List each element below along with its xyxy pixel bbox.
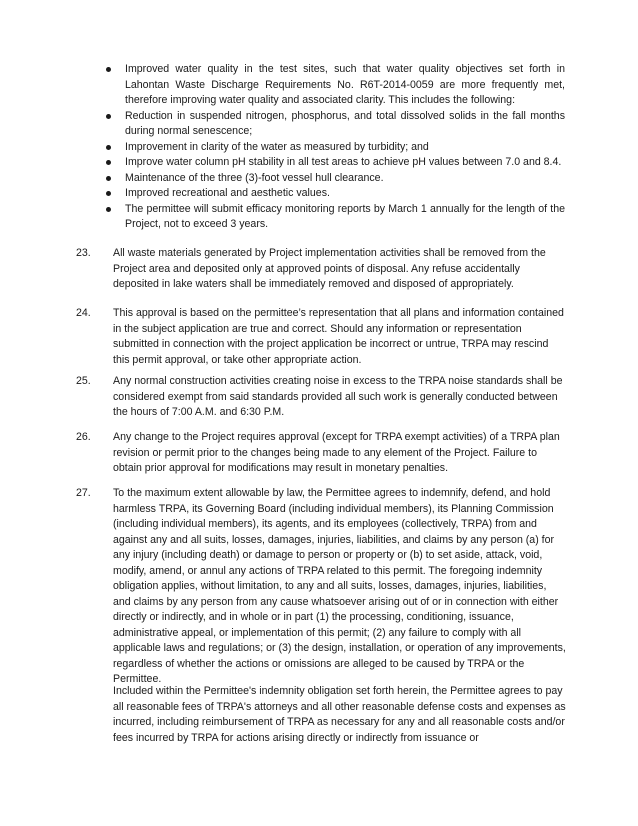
bullet-icon	[106, 145, 111, 150]
bullet-icon	[106, 67, 111, 72]
bullet-item	[103, 186, 565, 202]
bullet-item	[103, 62, 565, 109]
condition-text: All waste materials generated by Project implementation activities shall be removed from the Project area and deposited only at approved points of disposal. Any refuse accidentally deposited in lake waters shall be immediately removed and disposed of appropriately.	[113, 247, 546, 290]
bullet-icon	[106, 207, 111, 212]
condition-text: To the maximum extent allowable by law, the Permittee agrees to indemnify, defend, and hold harmless TRPA, its Governing Board (including individual members), its Planning Commission (including individual members), its agents, and its employees (collectively, TRPA) from and against any and all suits, losses, damages, injuries, liabilities, and claims by any person (a) for any injury (including death) or damage to person or property or (b) to set aside, attack, void, modify, amend, or annul any actions of TRPA related to this permit. The foregoing indemnity obligation applies, without limitation, to any and all suits, losses, damages, injuries, liabilities, and claims by any person from any cause whatsoever arising out of or in connection with either directly or indirectly, and in whole or in part (1) the processing, conditioning, issuance, administrative appeal, or implementation of this permit; (2) any failure to comply with all applicable laws and regulations; or (3) the design, installation, or operation of any improvements, regardless of whether the actions or omissions are alleged to be caused by TRPA or the Permittee.	[113, 487, 566, 685]
condition-number: 25.	[76, 375, 91, 387]
bullet-item	[103, 140, 565, 156]
condition-25	[76, 374, 566, 421]
condition-number: 24.	[76, 307, 91, 319]
bullet-text: Maintenance of the three (3)-foot vessel hull clearance.	[125, 171, 384, 184]
bullet-icon	[106, 191, 111, 196]
bullet-item	[103, 171, 565, 187]
bullet-item	[103, 202, 565, 233]
bullet-text: Improvement in clarity of the water as measured by turbidity; and	[125, 140, 429, 153]
condition-26	[76, 430, 566, 477]
condition-number: 27.	[76, 487, 91, 499]
bullet-icon	[106, 176, 111, 181]
bullet-icon	[106, 114, 111, 119]
bullet-text: The permittee will submit efficacy monitoring reports by March 1 annually for the length of the Project, not to exceed 3 years.	[125, 202, 565, 230]
indemnity-continuation-paragraph: Included within the Permittee's indemnity obligation set forth herein, the Permittee agrees to pay all reasonable fees of TRPA's attorneys and all other reasonable defense costs and expenses as incurred, including reimbursement of TRPA as necessary for any and all reasonable costs and/or fees incurred by TRPA for actions arising directly or indirectly from issuance or	[113, 685, 566, 744]
condition-23	[76, 246, 566, 293]
condition-27	[76, 486, 566, 688]
bullet-text: Improved recreational and aesthetic values.	[125, 187, 330, 199]
bullet-text: Improve water column pH stability in all test areas to achieve pH values between 7.0 and 8.4.	[125, 156, 562, 168]
condition-text: Any change to the Project requires approval (except for TRPA exempt activities) of a TRPA plan revision or permit prior to the changes being made to any element of the Project. Failure to obtain prior approval for modifications may result in monetary penalties.	[113, 431, 560, 474]
condition-text: Any normal construction activities creating noise in excess to the TRPA noise standards shall be considered exempt from said standards provided all such work is generally conducted between the hours of 7:00 A.M. and 6:30 P.M.	[113, 375, 563, 418]
bullet-text: Reduction in suspended nitrogen, phosphorus, and total dissolved solids in the fall months during normal senescence;	[125, 109, 565, 137]
bullet-icon	[106, 160, 111, 165]
bullet-item	[103, 155, 565, 171]
bullet-text: Improved water quality in the test sites, such that water quality objectives set forth in Lahontan Waste Discharge Requirements No. R6T-2014-0059 are more frequently met, therefore improving water quality and associated clarity. This includes the following:	[125, 63, 565, 106]
bullet-item	[103, 109, 565, 140]
condition-number: 23.	[76, 247, 91, 259]
condition-text: This approval is based on the permittee’s representation that all plans and information contained in the subject application are true and correct. Should any information or representation submitted in connection with the project application be incorrect or untrue, TRPA may rescind this permit approval, or take other appropriate action.	[113, 307, 564, 366]
condition-24	[76, 306, 566, 368]
condition-number: 26.	[76, 431, 91, 443]
objectives-bullet-list	[103, 62, 565, 233]
